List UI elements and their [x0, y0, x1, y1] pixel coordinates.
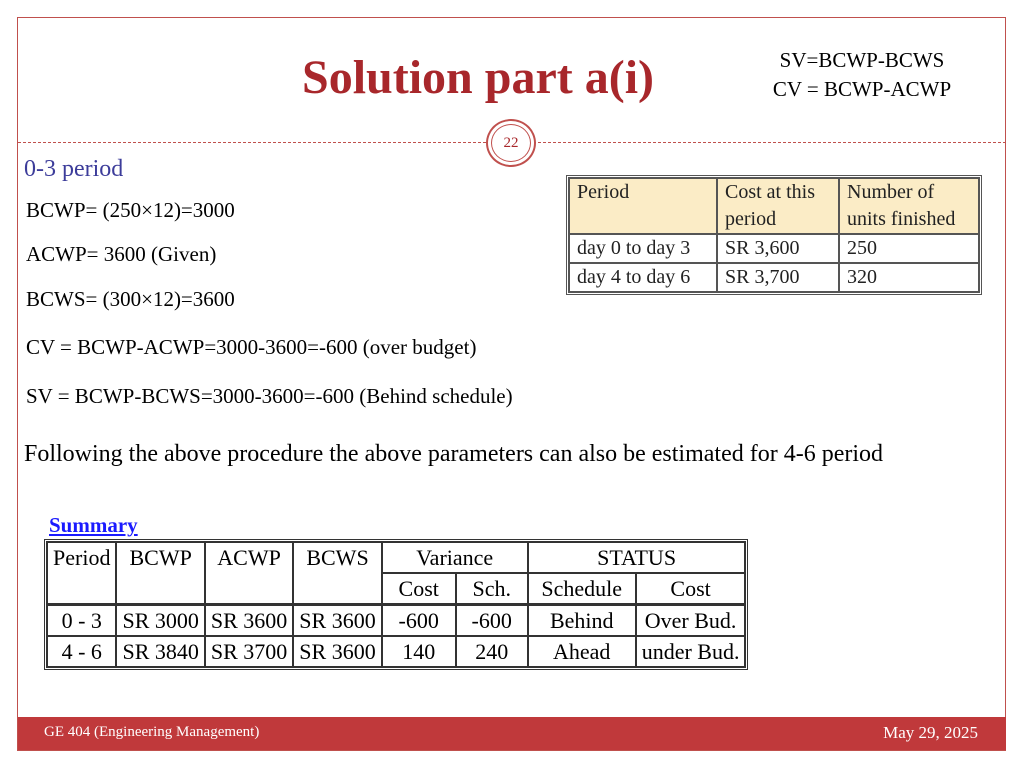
table-row	[47, 604, 745, 636]
header-cell: BCWS	[293, 542, 381, 573]
table-row	[47, 636, 745, 667]
slide-number-badge	[486, 119, 536, 167]
table-cell: 250	[839, 234, 979, 263]
table-cell: SR 3600	[293, 636, 381, 667]
table-cell: SR 3600	[205, 604, 293, 636]
summary-header-row	[47, 542, 745, 573]
table-cell: -600	[456, 604, 528, 636]
table-cell: day 4 to day 6	[569, 263, 717, 292]
summary-link[interactable]: Summary	[49, 513, 138, 537]
summary-subheader-row	[47, 573, 745, 604]
header-cell: Period	[47, 542, 116, 573]
table-cell: SR 3,600	[717, 234, 839, 263]
formula-box	[752, 46, 972, 104]
header-cell: ACWP	[205, 542, 293, 573]
header-cell: Cost	[636, 573, 746, 604]
header-cell: BCWP	[116, 542, 204, 573]
table-cell: under Bud.	[636, 636, 746, 667]
header-cell: Period	[569, 178, 717, 234]
acwp-line: ACWP= 3600 (Given)	[26, 242, 217, 266]
sv-line: SV = BCWP-BCWS=3000-3600=-600 (Behind schedule)	[26, 384, 513, 408]
table-cell: Behind	[528, 604, 636, 636]
footer-course: GE 404 (Engineering Management)	[44, 724, 260, 740]
cv-line: CV = BCWP-ACWP=3000-3600=-600 (over budget)	[26, 335, 477, 359]
table-cell: 4 - 6	[47, 636, 116, 667]
table-header-row	[569, 178, 979, 234]
table-cell: Ahead	[528, 636, 636, 667]
header-cell: Cost at this period	[717, 178, 839, 234]
table-cell: 0 - 3	[47, 604, 116, 636]
table-cell: 240	[456, 636, 528, 667]
table-cell: SR 3700	[205, 636, 293, 667]
summary-table	[44, 539, 748, 670]
header-cell: Cost	[382, 573, 456, 604]
table-cell: Over Bud.	[636, 604, 746, 636]
table-row	[569, 263, 979, 292]
slide-number: 22	[491, 124, 531, 162]
footer-date: May 29, 2025	[883, 723, 978, 742]
header-cell: STATUS	[528, 542, 746, 573]
header-cell: Variance	[382, 542, 528, 573]
period-label: 0-3 period	[24, 156, 124, 182]
bcws-line: BCWS= (300×12)=3600	[26, 287, 235, 311]
table-cell: SR 3840	[116, 636, 204, 667]
table-cell: 320	[839, 263, 979, 292]
header-cell: Schedule	[528, 573, 636, 604]
procedure-paragraph: Following the above procedure the above parameters can also be estimated for 4-6 period	[24, 441, 884, 467]
slide-title: Solution part a(i)	[302, 51, 655, 104]
header-cell: Number of units finished	[839, 178, 979, 234]
formula-sv: SV=BCWP-BCWS	[779, 48, 945, 72]
table-cell: 140	[382, 636, 456, 667]
table-row	[569, 234, 979, 263]
table-cell: SR 3,700	[717, 263, 839, 292]
header-cell: Sch.	[456, 573, 528, 604]
bcwp-line: BCWP= (250×12)=3000	[26, 198, 235, 222]
given-data-table	[566, 175, 982, 295]
footer-bar	[18, 717, 1006, 750]
formula-cv: CV = BCWP-ACWP	[772, 77, 952, 101]
table-cell: SR 3000	[116, 604, 204, 636]
table-cell: SR 3600	[293, 604, 381, 636]
table-cell: -600	[382, 604, 456, 636]
table-cell: day 0 to day 3	[569, 234, 717, 263]
